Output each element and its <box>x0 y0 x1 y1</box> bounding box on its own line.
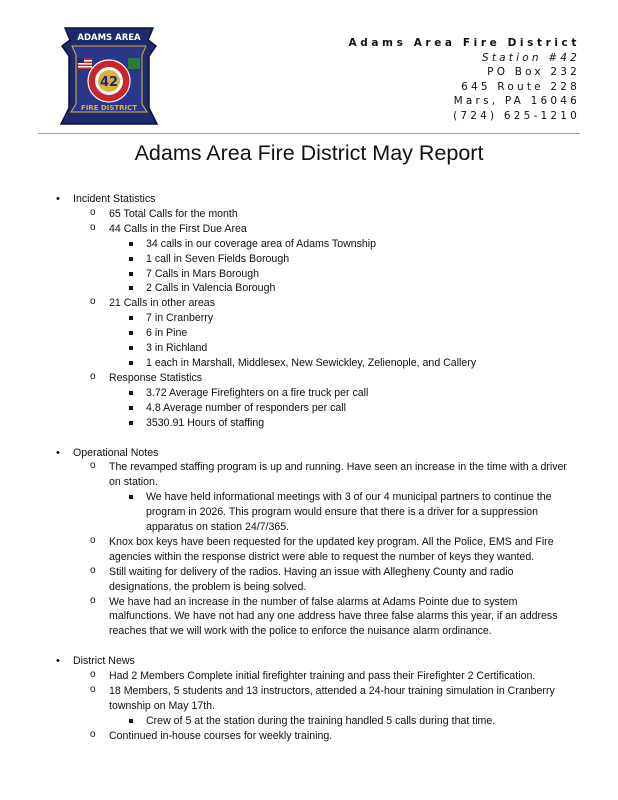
letterhead-phone: (724) 625-1210 <box>453 109 580 122</box>
sub-list-item-text: 2 Calls in Valencia Borough <box>146 282 276 295</box>
sub-list-item-text: Crew of 5 at the station during the training handled 5 calls during that time. <box>146 714 496 727</box>
section-item <box>0 654 618 743</box>
list-item-text: o Continued in-house courses for weekly training. <box>109 729 333 742</box>
list-item-text: o 65 Total Calls for the month <box>109 207 238 220</box>
sub-list-item <box>0 237 618 252</box>
report-title: Adams Area Fire District May Report <box>134 141 484 165</box>
list-item-text: o 44 Calls in the First Due Area <box>109 222 247 235</box>
sub-list-item-text: 1 call in Seven Fields Borough <box>146 252 290 265</box>
list-item <box>0 296 618 371</box>
sub-list-item <box>0 490 618 535</box>
flag-green-icon <box>128 58 140 69</box>
list-item <box>0 595 618 640</box>
sub-list-item <box>0 356 618 371</box>
sub-list-item <box>0 386 618 401</box>
sub-list-item-text: 7 in Cranberry <box>146 312 214 325</box>
logo-top-text: ADAMS AREA <box>77 33 141 43</box>
sub-list-item-text: 1 each in Marshall, Middlesex, New Sewickley, Zelienople, and Callery <box>146 356 477 369</box>
sub-list-item <box>0 714 618 729</box>
section-item <box>0 446 618 640</box>
list-item <box>0 460 618 535</box>
list-item <box>0 222 618 297</box>
letterhead-org: Adams Area Fire District <box>348 37 580 49</box>
sub-list-item <box>0 341 618 356</box>
sub-list-item <box>0 281 618 296</box>
list-item-text: o Had 2 Members Complete initial firefighter training and pass their Firefighter 2 Certification. <box>109 670 536 683</box>
report-body <box>0 192 618 744</box>
section-list <box>0 192 618 744</box>
sub-list-item-text: 4.8 Average number of responders per call <box>146 401 347 414</box>
letterhead-city: Mars, PA 16046 <box>453 95 580 108</box>
sub-list-item-text: 6 in Pine <box>146 327 188 340</box>
letterhead-station: Station #42 <box>481 51 580 64</box>
sub-list-item-text: 34 calls in our coverage area of Adams Township <box>146 237 377 250</box>
sub-list-item <box>0 326 618 341</box>
sub-list-item-text: 3.72 Average Firefighters on a fire truck per call <box>146 386 369 399</box>
list-item <box>0 535 618 565</box>
list-item <box>0 371 618 431</box>
sub-list-item-text: We have held informational meetings with 3 of our 4 municipal partners to continue the program in 2026. This program would ensure that there is a driver for a suppression apparatus on station 24/7/365. <box>146 491 552 534</box>
sub-list-item <box>0 311 618 326</box>
section-heading: • District News <box>73 655 135 668</box>
sub-list-item-text: 7 Calls in Mars Borough <box>146 267 260 280</box>
list-item <box>0 207 618 222</box>
list-item-text: o 18 Members, 5 students and 13 instructors, attended a 24-hour training simulation in Cranberry township on May 17th. <box>109 685 555 712</box>
letterhead-street: 645 Route 228 <box>461 80 580 93</box>
list-item-text: o Knox box keys have been requested for the updated key program. All the Police, EMS and Fire agencies within the response district were able to request the number of keys they wanted. <box>109 535 554 563</box>
list-item-text: o Still waiting for delivery of the radios. Having an issue with Allegheny County and radio designations, the problem is being solved. <box>109 565 514 593</box>
section-item <box>0 192 618 431</box>
sub-list-item <box>0 267 618 282</box>
sub-list-item <box>0 252 618 267</box>
sub-list-item <box>0 401 618 416</box>
sub-list-item-text: 3530.91 Hours of staffing <box>146 416 265 429</box>
section-heading: • Incident Statistics <box>73 193 156 205</box>
list-item <box>0 669 618 684</box>
section-heading: • Operational Notes <box>73 446 159 459</box>
letterhead <box>280 36 580 124</box>
list-item-text: o We have had an increase in the number of false alarms at Adams Pointe due to system malfunctions. We have not had any one address have three false alarms this year, if an address reaches that we will work with the police to enforce the nuisance alarm ordinance. <box>109 595 558 638</box>
sub-list-item-text: 3 in Richland <box>146 342 208 355</box>
letterhead-po-box: PO Box 232 <box>487 66 580 79</box>
sub-list-item <box>0 416 618 431</box>
list-item-text: o The revamped staffing program is up and running. Have seen an increase in the time with a driver on station. <box>109 461 567 489</box>
list-item <box>0 565 618 595</box>
logo-bottom-text: FIRE DISTRICT <box>80 104 138 112</box>
header-divider <box>38 133 580 134</box>
list-item-text: o Response Statistics <box>109 371 203 384</box>
fire-district-logo <box>57 26 161 129</box>
logo-number: 42 <box>99 75 119 90</box>
list-item-text: o 21 Calls in other areas <box>109 297 215 310</box>
list-item <box>0 729 618 744</box>
list-item <box>0 684 618 729</box>
